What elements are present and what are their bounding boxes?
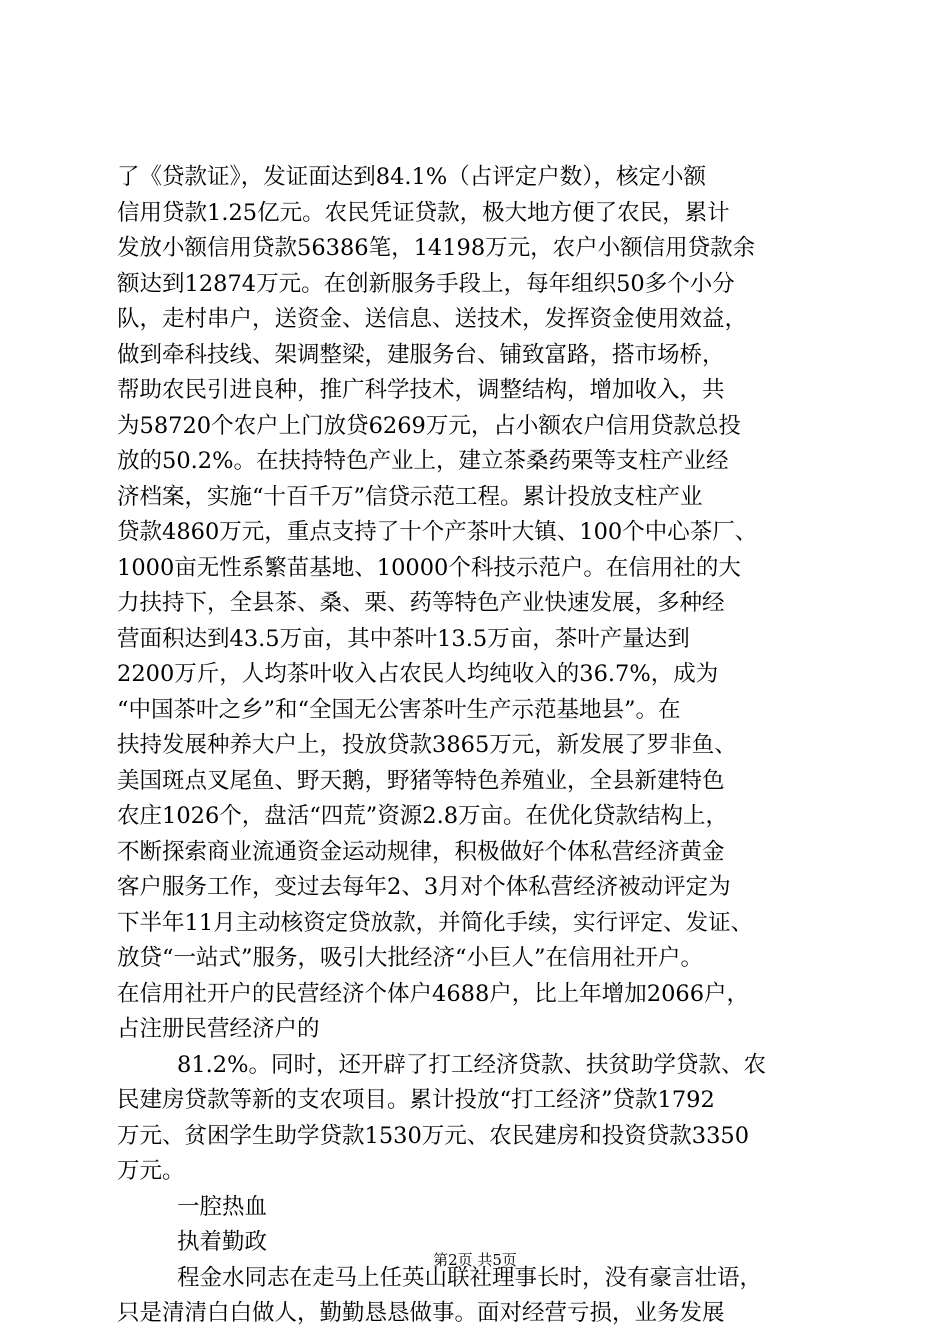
text-line: 2200万斤，人均茶叶收入占农民人均纯收入的36.7%，成为 (117, 661, 719, 687)
text-line: 帮助农民引进良种，推广科学技术，调整结构，增加收入，共 (117, 377, 725, 403)
text-line: 贷款4860万元，重点支持了十个产茶叶大镇、100个中心茶厂、 (117, 519, 758, 545)
text-line: 81.2%。同时，还开辟了打工经济贷款、扶贫助学贷款、农 (177, 1051, 766, 1078)
text-line: 万元、贫困学生助学贷款1530万元、农民建房和投资贷款3350 (117, 1122, 750, 1149)
text-line: “中国茶叶之乡”和“全国无公害茶叶生产示范基地县”。在 (117, 696, 681, 723)
text-line: 做到牵科技线、架调整梁，建服务台、铺致富路，搭市场桥， (117, 341, 725, 368)
text-line: 信用贷款1.25亿元。农民凭证贷款，极大地方便了农民，累计 (117, 199, 730, 226)
text-line: 力扶持下，全县茶、桑、栗、药等特色产业快速发展，多种经 (117, 590, 725, 616)
text-line: 不断探索商业流通资金运动规律，积极做好个体私营经济黄金 (117, 838, 725, 865)
text-line: 为58720个农户上门放贷6269万元，占小额农户信用贷款总投 (117, 412, 741, 439)
body-text (117, 160, 837, 1332)
text-line: 放贷“一站式”服务，吸引大批经济“小巨人”在信用社开户。 (117, 945, 704, 971)
text-line: 只是清清白白做人，勤勤恳恳做事。面对经营亏损，业务发展 (117, 1300, 725, 1326)
text-line: 程金水同志在走马上任英山联社理事长时，没有豪言壮语， (177, 1264, 763, 1291)
text-line: 客户服务工作，变过去每年2、3月对个体私营经济被动评定为 (117, 874, 731, 900)
text-line: 放的50.2%。在扶持特色产业上，建立茶桑药栗等支柱产业经 (117, 448, 729, 474)
page-number-footer: 第2页 共5页 (433, 1251, 517, 1269)
text-line: 发放小额信用贷款56386笔，14198万元，农户小额信用贷款余 (117, 235, 756, 261)
text-line: 队，走村串户，送资金、送信息、送技术，发挥资金使用效益， (117, 306, 748, 332)
section-heading: 一腔热血 (177, 1193, 268, 1220)
text-line: 民建房贷款等新的支农项目。累计投放“打工经济”贷款1792 (117, 1087, 715, 1113)
text-line: 占注册民营经济户的 (117, 1016, 320, 1042)
section-heading: 执着勤政 (177, 1229, 268, 1255)
text-line: 农庄1026个，盘活“四荒”资源2.8万亩。在优化贷款结构上， (117, 803, 729, 829)
text-line: 万元。 (117, 1158, 185, 1184)
text-line: 营面积达到43.5万亩，其中茶叶13.5万亩，茶叶产量达到 (117, 625, 690, 652)
text-line: 额达到12874万元。在创新服务手段上，每年组织50多个小分 (117, 270, 735, 297)
text-line: 在信用社开户的民营经济个体户4688户，比上年增加2066户， (117, 980, 750, 1007)
text-line: 了《贷款证》，发证面达到84.1%（占评定户数），核定小额 (117, 164, 706, 190)
text-line: 济档案，实施“十百千万”信贷示范工程。累计投放支柱产业 (117, 483, 703, 510)
text-line: 美国斑点叉尾鱼、野天鹅，野猪等特色养殖业，全县新建特色 (117, 767, 725, 794)
text-line: 1000亩无性系繁苗基地、10000个科技示范户。在信用社的大 (117, 554, 741, 581)
text-line: 扶持发展种养大户上，投放贷款3865万元，新发展了罗非鱼、 (117, 732, 737, 758)
text-line: 下半年11月主动核资定贷放款，并简化手续，实行评定、发证、 (117, 909, 754, 936)
